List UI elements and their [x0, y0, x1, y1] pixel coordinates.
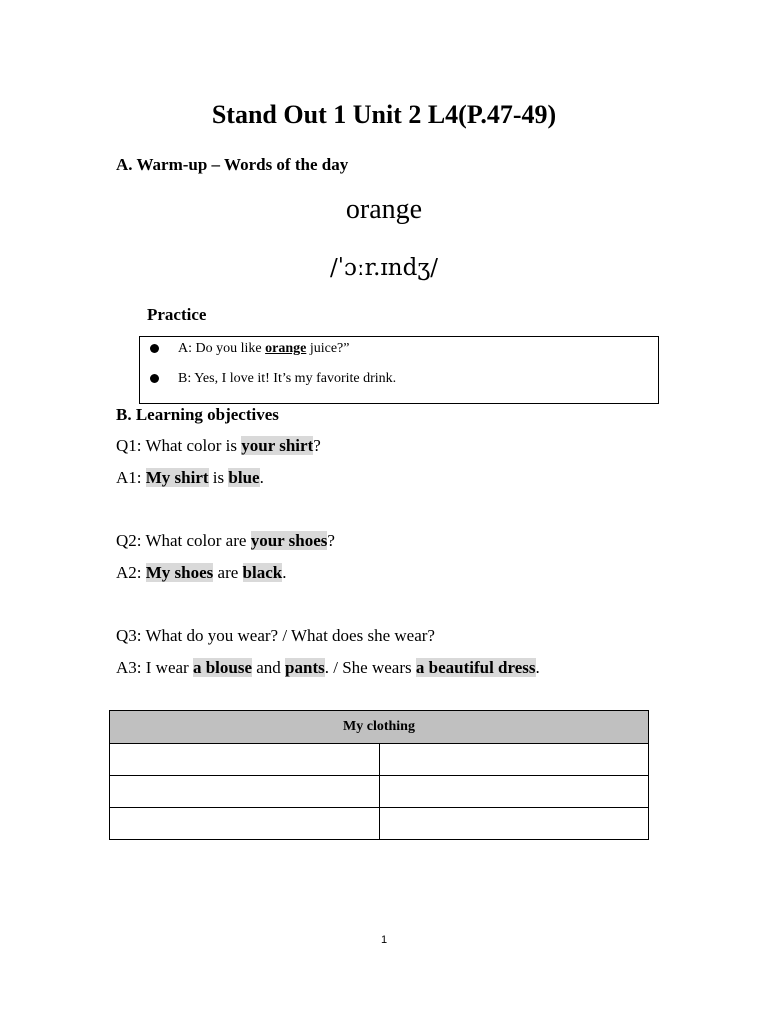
- table-cell[interactable]: [110, 744, 380, 776]
- bullet-icon: [150, 344, 159, 353]
- pronunciation: /ˈɔːr.ɪndʒ/: [329, 255, 439, 281]
- bullet-icon: [150, 374, 159, 383]
- question-3: Q3: What do you wear? / What does she wear?: [116, 626, 435, 645]
- clothing-table-header: My clothing: [110, 711, 649, 744]
- section-b-heading: B. Learning objectives: [116, 405, 279, 424]
- table-cell[interactable]: [110, 776, 380, 808]
- question-1: Q1: What color is your shirt?: [116, 436, 321, 455]
- page-number: 1: [380, 934, 388, 946]
- word-of-the-day: orange: [345, 194, 423, 225]
- table-cell[interactable]: [110, 808, 380, 840]
- document-title: Stand Out 1 Unit 2 L4(P.47-49): [211, 100, 557, 129]
- table-row: [110, 744, 649, 776]
- answer-2: A2: My shoes are black.: [116, 563, 287, 582]
- question-2: Q2: What color are your shoes?: [116, 531, 335, 550]
- answer-1: A1: My shirt is blue.: [116, 468, 264, 487]
- keyword-orange: orange: [265, 341, 307, 356]
- table-cell[interactable]: [379, 776, 649, 808]
- table-row: [110, 808, 649, 840]
- practice-box: A: Do you like orange juice?” B: Yes, I love it! It’s my favorite drink.: [139, 336, 659, 404]
- clothing-table: [109, 710, 649, 840]
- table-cell[interactable]: [379, 808, 649, 840]
- section-a-heading: A. Warm-up – Words of the day: [116, 155, 349, 174]
- answer-3: A3: I wear a blouse and pants. / She wears a beautiful dress.: [116, 658, 540, 677]
- table-row: [110, 776, 649, 808]
- practice-label: Practice: [147, 305, 207, 324]
- table-cell[interactable]: [379, 744, 649, 776]
